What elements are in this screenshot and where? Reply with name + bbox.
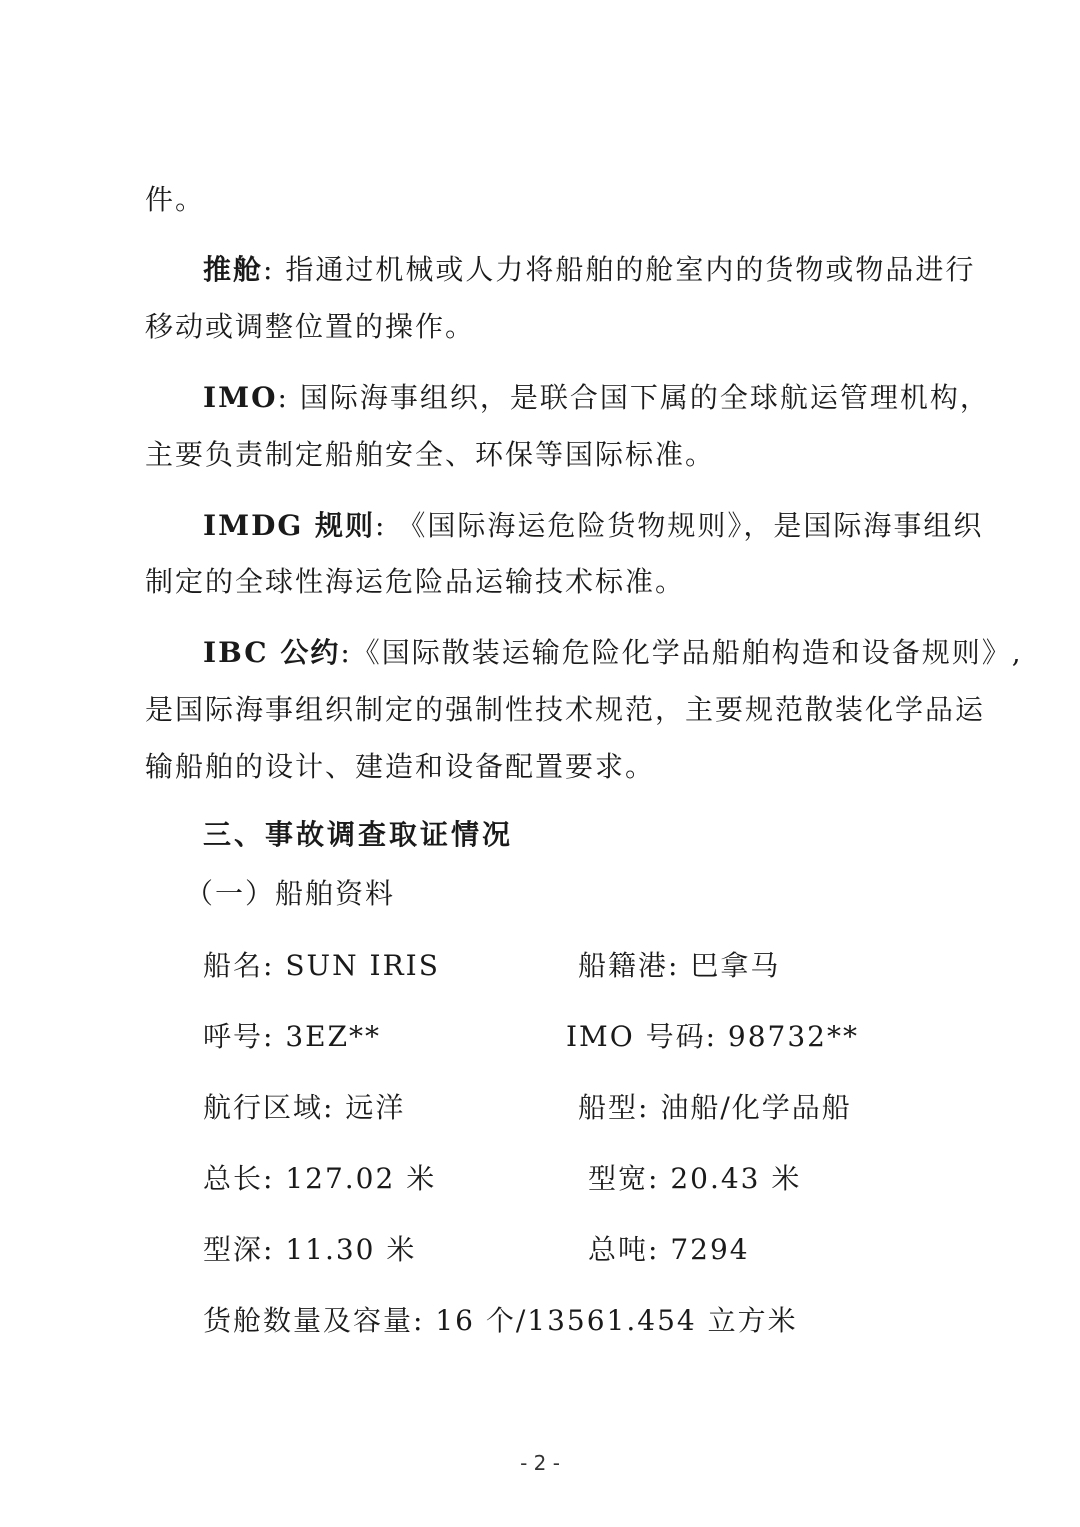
ship-breadth: 型宽: 20.43 米 [588,1162,802,1195]
ship-imo-number: IMO 号码: 98732** [566,1020,859,1053]
page-number: - 2 - [520,1451,560,1475]
ship-tonnage: 总吨: 7294 [588,1233,750,1266]
ship-name: 船名: SUN IRIS [203,949,440,982]
ship-length: 总长: 127.02 米 [203,1162,437,1195]
definition-text: 移动或调整位置的操作。 [145,310,476,343]
definition-imdg [203,506,1003,546]
definition-term: IBC 公约 [203,636,341,669]
paragraph-text: 件。 [145,183,206,216]
definition-text: 是国际海事组织制定的强制性技术规范，主要规范散装化学品运 [145,693,986,726]
definition-text: :《国际散装运输危险化学品船舶构造和设备规则》, [340,636,1023,669]
definition-text: 制定的全球性海运危险品运输技术标准。 [145,565,686,598]
subsection-heading: （一）船舶资料 [185,877,396,910]
definition-text: : 国际海事组织，是联合国下属的全球航运管理机构， [277,381,990,414]
ship-type: 船型: 油船/化学品船 [578,1091,852,1124]
definition-tuicang [203,250,1003,290]
ship-call-sign: 呼号: 3EZ** [203,1020,382,1053]
definition-ibc-line3 [145,747,945,787]
definition-term: IMDG 规则 [203,509,376,542]
paragraph-continuation [145,180,945,220]
definition-term: IMO [203,381,278,414]
ship-cargo-tanks: 货舱数量及容量: 16 个/13561.454 立方米 [203,1304,798,1337]
definition-ibc-line2 [145,690,986,730]
definition-term: 推舱 [203,253,264,286]
definition-text: 输船舶的设计、建造和设备配置要求。 [145,750,656,783]
definition-imo [203,378,1003,418]
section-heading: 三、事故调查取证情况 [203,818,514,851]
ship-port: 船籍港: 巴拿马 [578,949,781,982]
definition-text: : 指通过机械或人力将船舶的舱室内的货物或物品进行 [263,253,976,286]
definition-imo-line2 [145,435,945,475]
ship-depth: 型深: 11.30 米 [203,1233,417,1266]
definition-ibc [203,633,1023,673]
definition-tuicang-line2 [145,307,945,347]
definition-text: 主要负责制定船舶安全、环保等国际标准。 [145,438,716,471]
definition-text: : 《国际海运危险货物规则》，是国际海事组织 [375,509,984,542]
definition-imdg-line2 [145,562,945,602]
ship-navigation-area: 航行区域: 远洋 [203,1091,406,1124]
